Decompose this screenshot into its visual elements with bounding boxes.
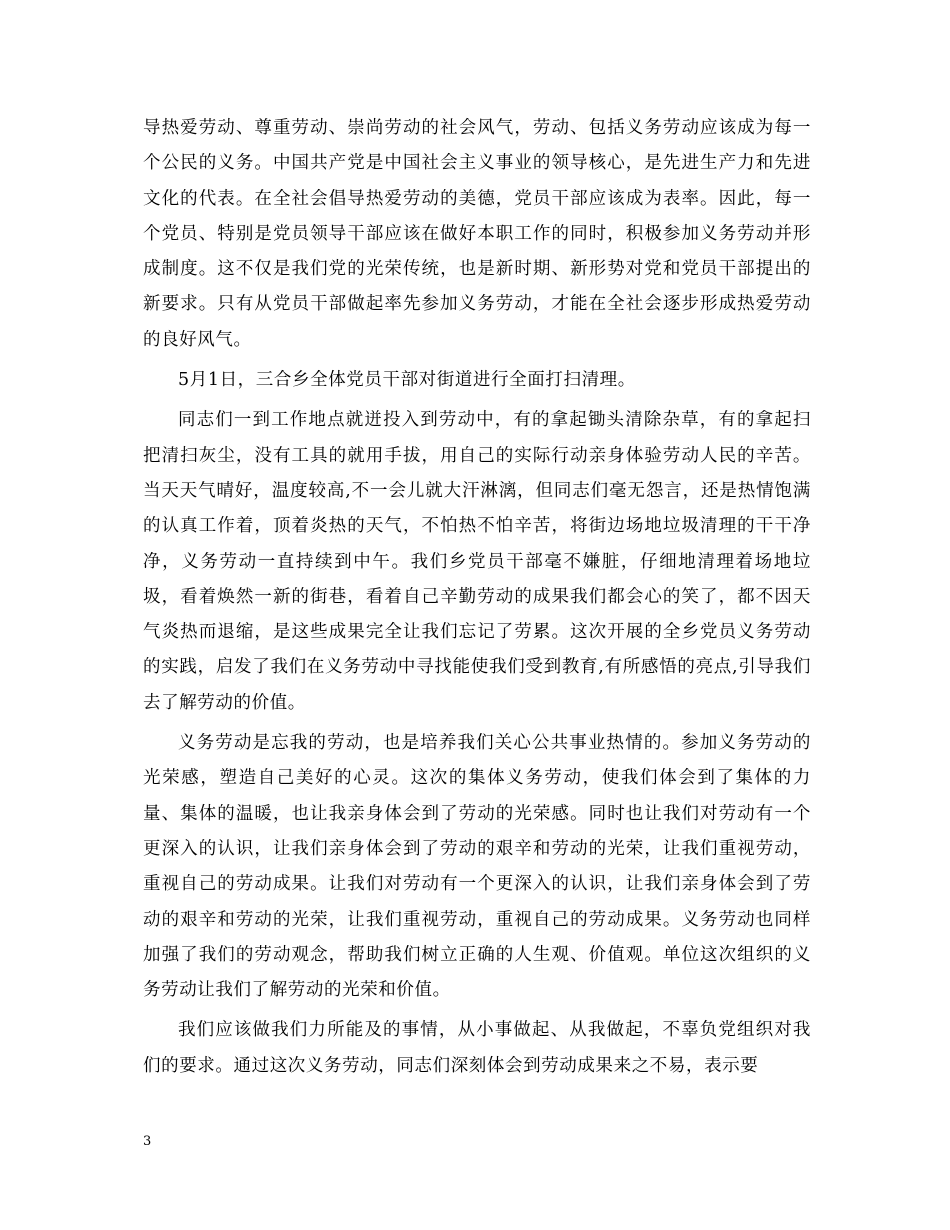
paragraph-3: 同志们一到工作地点就迸投入到劳动中，有的拿起锄头清除杂草，有的拿起扫把清扫灰尘，没有工具的就用手拔，用自己的实际行动亲身体验劳动人民的辛苦。当天天气晴好，温度较高,不一会儿就大汗淋漓，但同志们毫无怨言，还是热情饱满的认真工作着，顶着炎热的天气，不怕热不怕辛苦，将街边场地垃圾清理的干干净净，义务劳动一直持续到中午。我们乡党员干部毫不嫌脏，仔细地清理着场地垃圾，看着焕然一新的街巷，看着自己辛勤劳动的成果我们都会心的笑了，都不因天气炎热而退缩，是这些成果完全让我们忘记了劳累。这次开展的全乡党员义务劳动的实践，启发了我们在义务劳动中寻找能使我们受到教育,有所感悟的亮点,引导我们去了解劳动的价值。	[143, 410, 811, 713]
paragraph-2: 5月1日，三合乡全体党员干部对街道进行全面打扫清理。	[178, 370, 636, 391]
paragraph-4: 义务劳动是忘我的劳动，也是培养我们关心公共事业热情的。参加义务劳动的光荣感，塑造自己美好的心灵。这次的集体义务劳动，使我们体会到了集体的力量、集体的温暖，也让我亲身体会到了劳动的光荣感。同时也让我们对劳动有一个更深入的认识，让我们亲身体会到了劳动的艰辛和劳动的光荣，让我们重视劳动，重视自己的劳动成果。让我们对劳动有一个更深入的认识，让我们亲身体会到了劳动的艰辛和劳动的光荣，让我们重视劳动，重视自己的劳动成果。义务劳动也同样加强了我们的劳动观念，帮助我们树立正确的人生观、价值观。单位这次组织的义务劳动让我们了解劳动的光荣和价值。	[143, 733, 811, 1001]
paragraph-1: 导热爱劳动、尊重劳动、崇尚劳动的社会风气，劳动、包括义务劳动应该成为每一个公民的义务。中国共产党是中国社会主义事业的领导核心，是先进生产力和先进文化的代表。在全社会倡导热爱劳动的美德，党员干部应该成为表率。因此，每一个党员、特别是党员领导干部应该在做好本职工作的同时，积极参加义务劳动并形成制度。这不仅是我们党的光荣传统，也是新时期、新形势对党和党员干部提出的新要求。只有从党员干部做起率先参加义务劳动，才能在全社会逐步形成热爱劳动的良好风气。	[143, 118, 811, 350]
page-number: 3	[143, 1134, 152, 1149]
paragraph-5: 我们应该做我们力所能及的事情，从小事做起、从我做起，不辜负党组织对我们的要求。通过这次义务劳动，同志们深刻体会到劳动成果来之不易，表示要	[143, 1020, 811, 1076]
body-text	[143, 111, 811, 1089]
